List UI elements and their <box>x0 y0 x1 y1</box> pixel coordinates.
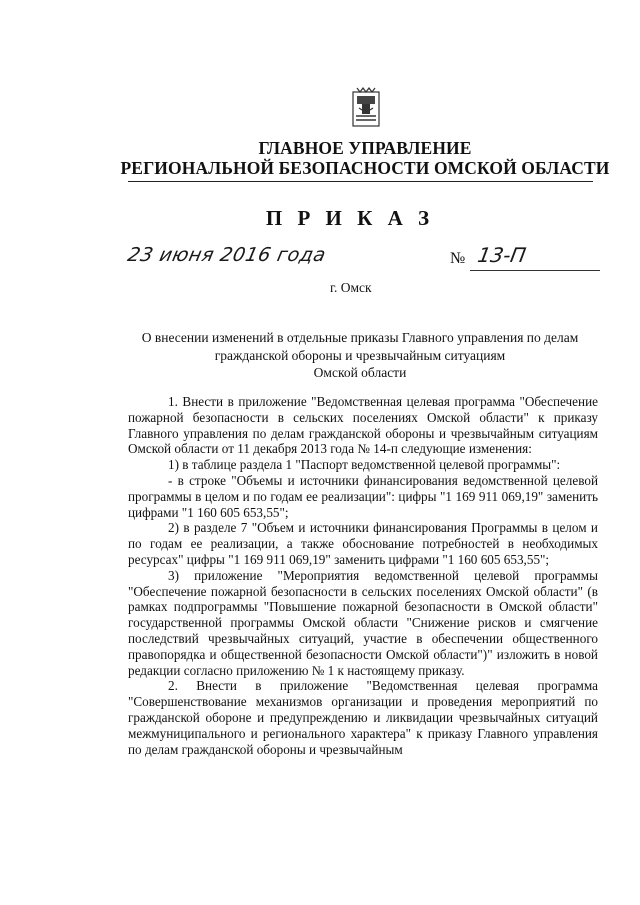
number-underline <box>470 270 600 271</box>
omsk-coat-of-arms-icon <box>351 86 381 128</box>
paragraph: 2. Внести в приложение "Ведомственная целевая программа "Совершенствование механизмов организации и проведения мероприятий по гражданской обороне и предупреждению и ликвидации чрезвычайных ситуаций межмуниципального и регионального характера" к приказу Главного управления по делам гражданской обороны и чрезвычайным <box>128 678 598 757</box>
paragraph: 1. Внести в приложение "Ведомственная целевая программа "Обеспечение пожарной безопасности в сельских поселениях Омской области" к приказу Главного управления по делам гражданской обороны и чрезвычайным ситуациям Омской области от 11 декабря 2013 года № 14-п следующие изменения: <box>128 394 598 457</box>
subject-line: гражданской обороны и чрезвычайным ситуациям <box>214 347 506 363</box>
city-label: г. Омск <box>330 280 372 295</box>
document-subject <box>110 329 610 382</box>
document-body <box>128 394 598 757</box>
paragraph: 2) в разделе 7 "Объем и источники финансирования Программы в целом и по годам ее реализации, а также обоснование потребностей в необходимых ресурсах" цифры "1 169 911 069,19" заменить цифрами "1 160 605 653,55"; <box>128 520 598 567</box>
header-divider <box>128 181 593 182</box>
document-title: П Р И К А З <box>265 206 435 230</box>
paragraph: 1) в таблице раздела 1 "Паспорт ведомственной целевой программы": <box>168 457 561 473</box>
org-name-line1: ГЛАВНОЕ УПРАВЛЕНИЕ <box>258 138 472 158</box>
handwritten-number: 13-П <box>475 243 528 267</box>
number-label: № <box>450 250 466 267</box>
subject-line: О внесении изменений в отдельные приказы Главного управления по делам <box>141 330 579 345</box>
subject-line: Омской области <box>313 365 407 380</box>
paragraph: 3) приложение "Мероприятия ведомственной целевой программы "Обеспечение пожарной безопасности в сельских поселениях Омской области" (в рамках подпрограммы "Повышение пожарной безопасности в Омской области" государственной программы Омской области "Снижение рисков и смягчение последствий чрезвычайных ситуаций, участие в обеспечении общественного правопорядка и общественной безопасности Омской области")" изложить в новой редакции согласно приложению № 1 к настоящему приказу. <box>128 567 598 678</box>
paragraph: - в строке "Объемы и источники финансирования ведомственной целевой программы в целом и по годам ее реализации": цифры "1 169 911 069,19" заменить цифрами "1 160 605 653,55"; <box>128 472 598 520</box>
org-name-line2: РЕГИОНАЛЬНОЙ БЕЗОПАСНОСТИ ОМСКОЙ ОБЛАСТИ <box>120 158 610 178</box>
handwritten-date: 23 июня 2016 года <box>125 244 329 266</box>
